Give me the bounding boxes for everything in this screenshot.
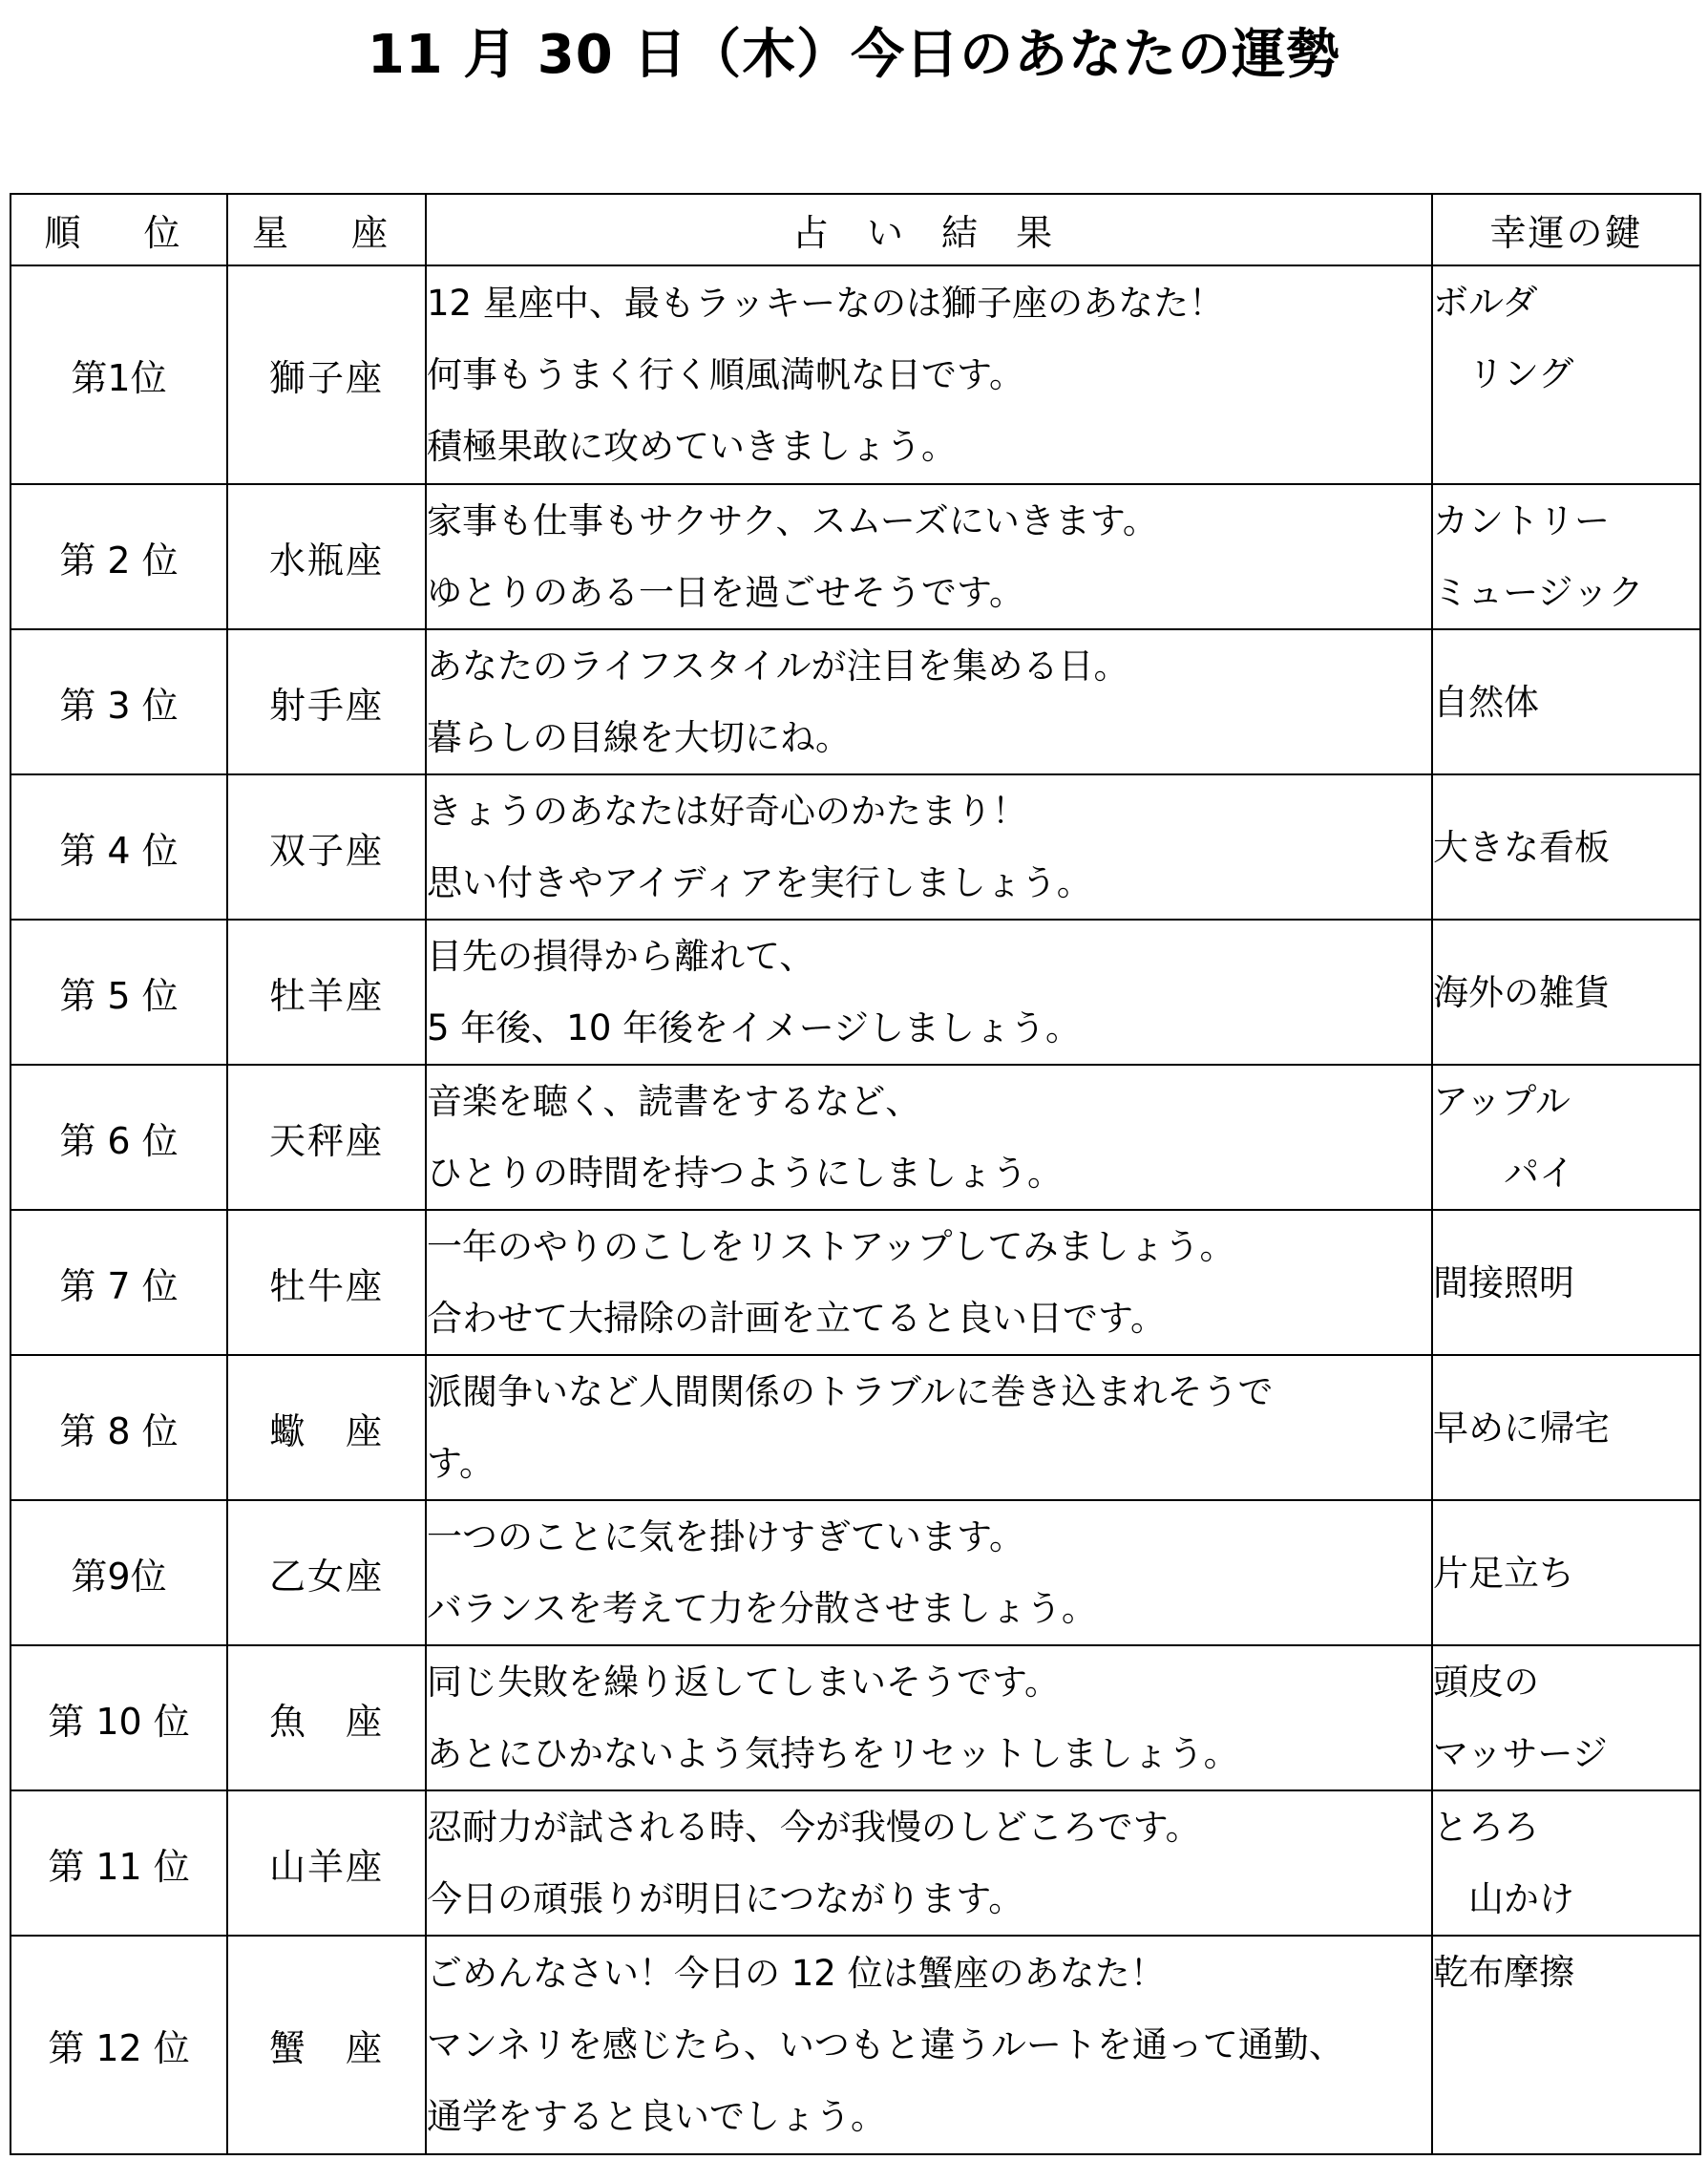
sign-cell: 牡羊座 bbox=[227, 920, 426, 1065]
key-line: 大きな看板 bbox=[1433, 826, 1610, 868]
result-line: す。 bbox=[427, 1443, 496, 1484]
fortune-table bbox=[10, 193, 1701, 2155]
key-line: 片足立ち bbox=[1433, 1552, 1574, 1594]
key-cell bbox=[1432, 629, 1700, 774]
result-line: ゆとりのある一日を過ごせそうです。 bbox=[427, 572, 1025, 613]
result-cell bbox=[426, 484, 1432, 629]
sign-cell: 双子座 bbox=[227, 774, 426, 920]
header-result: 占 い 結 果 bbox=[426, 194, 1432, 265]
key-line: 早めに帰宅 bbox=[1433, 1407, 1610, 1449]
header-sign: 星 座 bbox=[227, 194, 426, 265]
result-cell bbox=[426, 265, 1432, 484]
result-cell bbox=[426, 1355, 1432, 1500]
key-line: アップル bbox=[1433, 1081, 1571, 1122]
result-line: 暮らしの目線を大切にね。 bbox=[427, 717, 851, 758]
rank-cell: 第9位 bbox=[11, 1500, 227, 1645]
result-line: 何事もうまく行く順風満帆な日です。 bbox=[427, 354, 1025, 395]
result-line: 12 星座中、最もラッキーなのは獅子座のあなた！ bbox=[427, 283, 1225, 324]
header-row bbox=[11, 194, 1700, 265]
table-row bbox=[11, 774, 1700, 920]
key-line: ボルダ bbox=[1433, 282, 1538, 323]
result-line: ごめんなさい！今日の 12 位は蟹座のあなた！ bbox=[427, 1953, 1166, 1994]
result-cell bbox=[426, 1790, 1432, 1936]
key-line: 頭皮の bbox=[1433, 1662, 1539, 1703]
result-line: ひとりの時間を持つようにしましょう。 bbox=[427, 1153, 1063, 1194]
result-line: 目先の損得から離れて、 bbox=[427, 936, 815, 977]
result-line: 今日の頑張りが明日につながります。 bbox=[427, 1878, 1024, 1919]
key-cell bbox=[1432, 1500, 1700, 1645]
result-line: 派閥争いなど人間関係のトラブルに巻き込まれそうで bbox=[427, 1371, 1274, 1412]
key-line: カントリー bbox=[1433, 500, 1610, 541]
result-line: 思い付きやアイディアを実行しましょう。 bbox=[427, 862, 1092, 903]
result-line: 忍耐力が試される時、今が我慢のしどころです。 bbox=[427, 1807, 1201, 1848]
key-cell bbox=[1432, 1790, 1700, 1936]
key-line: 山かけ bbox=[1433, 1878, 1574, 1919]
key-line: ミュージック bbox=[1433, 572, 1644, 613]
result-line: 家事も仕事もサクサク、スムーズにいきます。 bbox=[427, 500, 1158, 541]
table-row bbox=[11, 1500, 1700, 1645]
key-line: リング bbox=[1433, 353, 1574, 394]
key-cell bbox=[1432, 1645, 1700, 1790]
page-title: 11 月 30 日（木）今日のあなたの運勢 bbox=[367, 24, 1341, 86]
rank-cell: 第 4 位 bbox=[11, 774, 227, 920]
rank-cell: 第 11 位 bbox=[11, 1790, 227, 1936]
rank-cell: 第 8 位 bbox=[11, 1355, 227, 1500]
result-cell bbox=[426, 1500, 1432, 1645]
sign-cell: 水瓶座 bbox=[227, 484, 426, 629]
sign-cell: 蠍 座 bbox=[227, 1355, 426, 1500]
result-cell bbox=[426, 1936, 1432, 2154]
rank-cell: 第 12 位 bbox=[11, 1936, 227, 2154]
key-cell bbox=[1432, 1936, 1700, 2154]
rank-cell: 第 2 位 bbox=[11, 484, 227, 629]
key-line: パイ bbox=[1433, 1153, 1574, 1194]
table-row bbox=[11, 1065, 1700, 1210]
table-row bbox=[11, 1210, 1700, 1355]
key-cell bbox=[1432, 774, 1700, 920]
sign-cell: 山羊座 bbox=[227, 1790, 426, 1936]
result-cell bbox=[426, 1065, 1432, 1210]
key-line: 間接照明 bbox=[1433, 1261, 1574, 1303]
header-rank: 順 位 bbox=[11, 194, 227, 265]
result-line: マンネリを感じたら、いつもと違うルートを通って通勤、 bbox=[427, 2024, 1344, 2065]
result-line: あなたのライフスタイルが注目を集める日。 bbox=[427, 646, 1129, 687]
key-cell bbox=[1432, 484, 1700, 629]
result-cell bbox=[426, 1645, 1432, 1790]
table-row bbox=[11, 1355, 1700, 1500]
table-row bbox=[11, 1645, 1700, 1790]
table-row bbox=[11, 629, 1700, 774]
key-cell bbox=[1432, 1210, 1700, 1355]
key-cell bbox=[1432, 920, 1700, 1065]
result-line: 積極果敢に攻めていきましょう。 bbox=[427, 426, 957, 467]
rank-cell: 第 6 位 bbox=[11, 1065, 227, 1210]
table-row bbox=[11, 1936, 1700, 2154]
result-line: 一つのことに気を掛けすぎています。 bbox=[427, 1516, 1025, 1557]
sign-cell: 蟹 座 bbox=[227, 1936, 426, 2154]
result-cell bbox=[426, 629, 1432, 774]
result-cell bbox=[426, 920, 1432, 1065]
table-row bbox=[11, 920, 1700, 1065]
sign-cell: 射手座 bbox=[227, 629, 426, 774]
sign-cell: 獅子座 bbox=[227, 265, 426, 484]
rank-cell: 第 10 位 bbox=[11, 1645, 227, 1790]
key-line: 乾布摩擦 bbox=[1433, 1952, 1574, 1993]
rank-cell: 第 3 位 bbox=[11, 629, 227, 774]
key-cell bbox=[1432, 265, 1700, 484]
header-key: 幸運の鍵 bbox=[1432, 194, 1700, 265]
result-cell bbox=[426, 1210, 1432, 1355]
result-line: あとにひかないよう気持ちをリセットしましょう。 bbox=[427, 1733, 1239, 1774]
table-row bbox=[11, 265, 1700, 484]
rank-cell: 第 5 位 bbox=[11, 920, 227, 1065]
rank-cell: 第1位 bbox=[11, 265, 227, 484]
result-line: 音楽を聴く、読書をするなど、 bbox=[427, 1081, 921, 1122]
sign-cell: 乙女座 bbox=[227, 1500, 426, 1645]
result-line: バランスを考えて力を分散させましょう。 bbox=[427, 1588, 1097, 1629]
result-line: 合わせて大掃除の計画を立てると良い日です。 bbox=[427, 1298, 1167, 1339]
result-line: 一年のやりのこしをリストアップしてみましょう。 bbox=[427, 1226, 1235, 1267]
rank-cell: 第 7 位 bbox=[11, 1210, 227, 1355]
key-cell bbox=[1432, 1355, 1700, 1500]
table-row bbox=[11, 1790, 1700, 1936]
result-line: 同じ失敗を繰り返してしまいそうです。 bbox=[427, 1662, 1061, 1703]
key-line: 自然体 bbox=[1433, 681, 1539, 723]
sign-cell: 牡牛座 bbox=[227, 1210, 426, 1355]
result-cell bbox=[426, 774, 1432, 920]
result-line: 5 年後、10 年後をイメージしましょう。 bbox=[427, 1007, 1082, 1048]
sign-cell: 天秤座 bbox=[227, 1065, 426, 1210]
result-line: 通学をすると良いでしょう。 bbox=[427, 2096, 886, 2137]
table-row bbox=[11, 484, 1700, 629]
result-line: きょうのあなたは好奇心のかたまり！ bbox=[427, 791, 1027, 832]
key-line: とろろ bbox=[1433, 1807, 1539, 1848]
key-line: 海外の雑貨 bbox=[1433, 971, 1610, 1013]
key-line: マッサージ bbox=[1433, 1733, 1608, 1774]
key-cell bbox=[1432, 1065, 1700, 1210]
sign-cell: 魚 座 bbox=[227, 1645, 426, 1790]
